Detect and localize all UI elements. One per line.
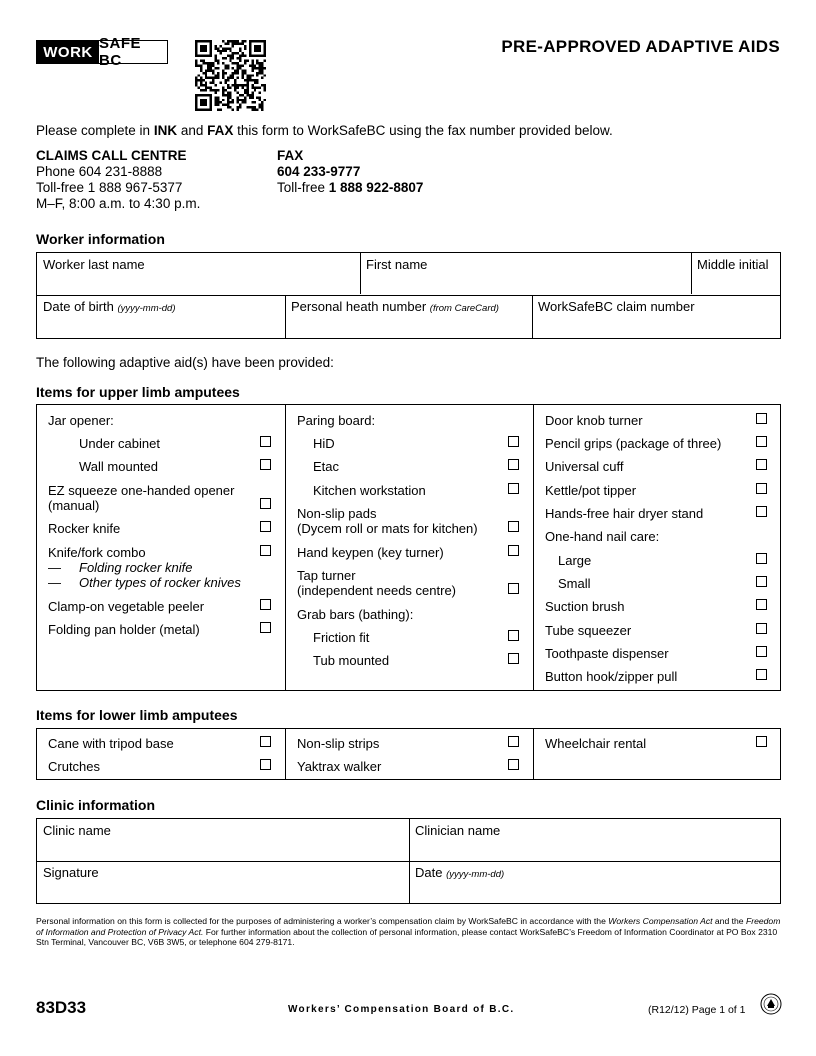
clinic-name-field[interactable]: Clinic name <box>43 823 111 838</box>
nail-care-large-label: Large <box>558 553 592 568</box>
hair-dryer-stand-label: Hands-free hair dryer stand <box>545 506 704 521</box>
wall-mounted-checkbox[interactable] <box>260 459 271 470</box>
button-hook-label: Button hook/zipper pull <box>545 669 678 684</box>
non-slip-strips-checkbox[interactable] <box>508 736 519 747</box>
tap-turner-checkbox[interactable] <box>508 583 519 594</box>
tube-squeezer-label: Tube squeezer <box>545 623 632 638</box>
universal-cuff-checkbox[interactable] <box>756 459 767 470</box>
ez-squeeze-checkbox[interactable] <box>260 498 271 509</box>
worker-info-title: Worker information <box>36 231 165 247</box>
wall-mounted-label: Wall mounted <box>79 459 158 474</box>
fax-tollfree: Toll-free 1 888 922-8807 <box>277 180 424 195</box>
claim-number-field[interactable]: WorkSafeBC claim number <box>538 299 695 314</box>
nail-care-small-label: Small <box>558 576 591 591</box>
hid-label: HiD <box>313 436 335 451</box>
knife-fork-combo-checkbox[interactable] <box>260 545 271 556</box>
etac-label: Etac <box>313 459 340 474</box>
wheelchair-rental-label: Wheelchair rental <box>545 736 647 751</box>
non-slip-pads-checkbox[interactable] <box>508 521 519 532</box>
etac-checkbox[interactable] <box>508 459 519 470</box>
clamp-peeler-checkbox[interactable] <box>260 599 271 610</box>
paring-board-label: Paring board: <box>297 413 376 428</box>
hair-dryer-stand-checkbox[interactable] <box>756 506 767 517</box>
personal-health-number-field[interactable]: Personal heath number (from CareCard) <box>291 299 499 314</box>
claims-phone: Phone 604 231-8888 <box>36 164 163 179</box>
non-slip-pads-label: Non-slip pads (Dycem roll or mats for kitchen) <box>297 506 478 536</box>
logo-safebc: SAFE BC <box>99 35 142 69</box>
other-rocker-knives-label: — Other types of rocker knives <box>48 575 241 590</box>
suction-brush-checkbox[interactable] <box>756 599 767 610</box>
under-cabinet-label: Under cabinet <box>79 436 160 451</box>
clinician-name-field[interactable]: Clinician name <box>415 823 501 838</box>
upper-limb-table <box>36 404 781 691</box>
claims-hours: M–F, 8:00 a.m. to 4:30 p.m. <box>36 196 201 211</box>
tube-squeezer-checkbox[interactable] <box>756 623 767 634</box>
button-hook-checkbox[interactable] <box>756 669 767 680</box>
tub-mounted-checkbox[interactable] <box>508 653 519 664</box>
nail-care-label: One-hand nail care: <box>545 529 660 544</box>
middle-initial-field[interactable]: Middle initial <box>697 257 769 272</box>
form-number: 83D33 <box>36 998 87 1017</box>
worker-last-name-field[interactable]: Worker last name <box>43 257 145 272</box>
wheelchair-rental-checkbox[interactable] <box>756 736 767 747</box>
upper-limb-title: Items for upper limb amputees <box>36 384 240 400</box>
hid-checkbox[interactable] <box>508 436 519 447</box>
clamp-peeler-label: Clamp-on vegetable peeler <box>48 599 205 614</box>
friction-fit-checkbox[interactable] <box>508 630 519 641</box>
hand-keypen-label: Hand keypen (key turner) <box>297 545 444 560</box>
clinic-info-table <box>36 818 781 904</box>
date-of-birth-field[interactable]: Date of birth (yyyy-mm-dd) <box>43 299 176 314</box>
fax-number: 604 233-9777 <box>277 164 361 179</box>
provided-text: The following adaptive aid(s) have been provided: <box>36 355 334 370</box>
toothpaste-dispenser-label: Toothpaste dispenser <box>545 646 669 661</box>
worker-info-table <box>36 252 781 339</box>
crutches-checkbox[interactable] <box>260 759 271 770</box>
crutches-label: Crutches <box>48 759 101 774</box>
footer-revision: (R12/12) Page 1 of 1 <box>648 1004 746 1016</box>
door-knob-turner-label: Door knob turner <box>545 413 643 428</box>
clinic-info-title: Clinic information <box>36 797 155 813</box>
lower-limb-table <box>36 728 781 780</box>
kettle-tipper-checkbox[interactable] <box>756 483 767 494</box>
yaktrax-walker-checkbox[interactable] <box>508 759 519 770</box>
friction-fit-label: Friction fit <box>313 630 370 645</box>
non-slip-strips-label: Non-slip strips <box>297 736 380 751</box>
fax-title: FAX <box>277 148 304 163</box>
kitchen-workstation-label: Kitchen workstation <box>313 483 426 498</box>
pan-holder-checkbox[interactable] <box>260 622 271 633</box>
rocker-knife-checkbox[interactable] <box>260 521 271 532</box>
universal-cuff-label: Universal cuff <box>545 459 624 474</box>
nail-care-small-checkbox[interactable] <box>756 576 767 587</box>
first-name-field[interactable]: First name <box>366 257 428 272</box>
form-title: PRE-APPROVED ADAPTIVE AIDS <box>501 37 780 56</box>
kitchen-workstation-checkbox[interactable] <box>508 483 519 494</box>
fax-contact <box>277 148 423 196</box>
jar-opener-label: Jar opener: <box>48 413 114 428</box>
nail-care-large-checkbox[interactable] <box>756 553 767 564</box>
kettle-tipper-label: Kettle/pot tipper <box>545 483 637 498</box>
suction-brush-label: Suction brush <box>545 599 625 614</box>
barcode-icon <box>195 40 266 111</box>
footer-organization: Workers’ Compensation Board of B.C. <box>288 1004 515 1015</box>
ez-squeeze-label: EZ squeeze one-handed opener (manual) <box>48 483 235 513</box>
signature-field[interactable]: Signature <box>43 865 99 880</box>
toothpaste-dispenser-checkbox[interactable] <box>756 646 767 657</box>
lower-limb-title: Items for lower limb amputees <box>36 707 238 723</box>
tap-turner-label: Tap turner (independent needs centre) <box>297 568 457 598</box>
hand-keypen-checkbox[interactable] <box>508 545 519 556</box>
knife-fork-combo-label: Knife/fork combo <box>48 545 146 560</box>
logo-work: WORK <box>37 41 99 63</box>
door-knob-turner-checkbox[interactable] <box>756 413 767 424</box>
yaktrax-walker-label: Yaktrax walker <box>297 759 382 774</box>
under-cabinet-checkbox[interactable] <box>260 436 271 447</box>
pan-holder-label: Folding pan holder (metal) <box>48 622 200 637</box>
privacy-notice: Personal information on this form is collected for the purposes of administering a worker’s compensation claim by WorkSafeBC in accordance with the Workers Compensation Act and the Freedom of Information and Protection of Privacy Act. For further information about the collection of personal information, please contact WorkSafeBC’s Freedom of Information Coordinator at PO Box 2310 Stn Terminal, Vancouver BC, V6B 3W5, or telephone 604 279-8171. <box>36 916 781 947</box>
folding-rocker-knife-label: — Folding rocker knife <box>48 560 193 575</box>
claims-call-centre <box>36 148 200 212</box>
date-field[interactable]: Date (yyyy-mm-dd) <box>415 865 505 880</box>
worksafebc-logo <box>36 35 168 69</box>
rocker-knife-label: Rocker knife <box>48 521 121 536</box>
claims-tollfree: Toll-free 1 888 967-5377 <box>36 180 183 195</box>
intro-text: Please complete in INK and FAX this form to WorkSafeBC using the fax number provided below. <box>36 123 613 138</box>
tub-mounted-label: Tub mounted <box>313 653 390 668</box>
pencil-grips-checkbox[interactable] <box>756 436 767 447</box>
cane-tripod-label: Cane with tripod base <box>48 736 174 751</box>
cane-tripod-checkbox[interactable] <box>260 736 271 747</box>
grab-bars-label: Grab bars (bathing): <box>297 607 414 622</box>
pencil-grips-label: Pencil grips (package of three) <box>545 436 722 451</box>
union-seal-icon <box>760 993 782 1015</box>
claims-title: CLAIMS CALL CENTRE <box>36 148 187 163</box>
